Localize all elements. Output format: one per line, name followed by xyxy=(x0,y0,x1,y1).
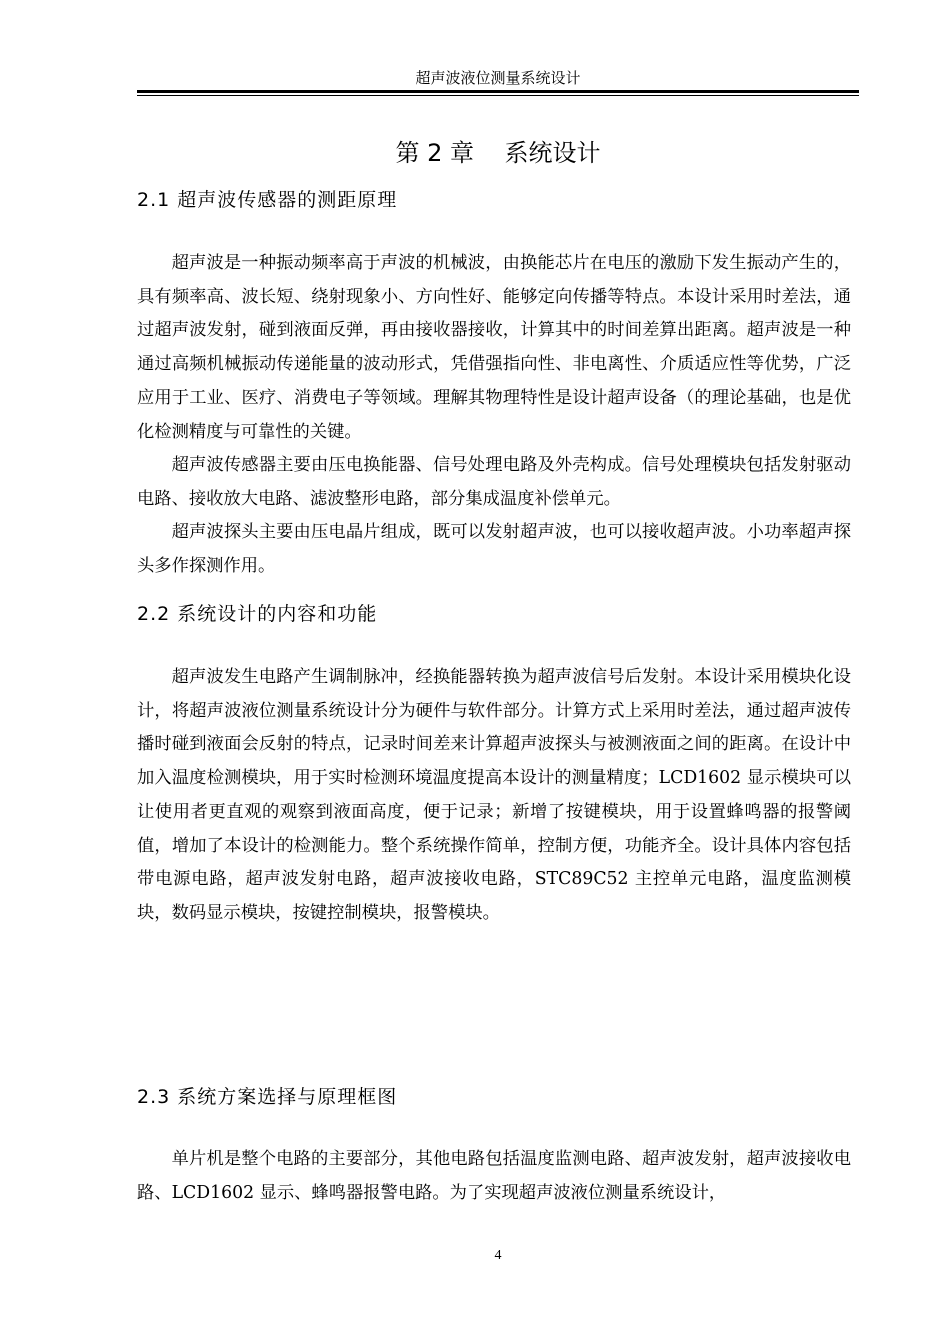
paragraph-2-1-a: 超声波是一种振动频率高于声波的机械波，由换能芯片在电压的激励下发生振动产生的，具有频率高、波长短、绕射现象小、方向性好、能够定向传播等特点。本设计采用时差法，通过超声波发射，碰到液面反弹，再由接收器接收，计算其中的时间差算出距离。超声波是一种通过高频机械振动传递能量的波动形式，凭借强指向性、非电离性、介质适应性等优势，广泛应用于工业、医疗、消费电子等领域。理解其物理特性是设计超声设备（的理论基础，也是优化检测精度与可靠性的关键。 xyxy=(137,253,851,442)
header-rule-thick xyxy=(137,90,859,93)
running-header: 超声波液位测量系统设计 xyxy=(415,69,581,87)
chapter-title: 第 2 章 系统设计 xyxy=(395,139,601,167)
paragraph-2-3: 单片机是整个电路的主要部分，其他电路包括温度监测电路、超声波发射，超声波接收电路、LCD1602 显示、蜂鸣器报警电路。为了实现超声波液位测量系统设计， xyxy=(137,1149,851,1203)
paragraph-2-1-c: 超声波探头主要由压电晶片组成，既可以发射超声波，也可以接收超声波。小功率超声探头多作探测作用。 xyxy=(137,522,851,576)
section-heading-2-1: 2.1 超声波传感器的测距原理 xyxy=(137,189,398,211)
section-heading-2-2: 2.2 系统设计的内容和功能 xyxy=(137,603,378,625)
paragraph-2-1-b: 超声波传感器主要由压电换能器、信号处理电路及外壳构成。信号处理模块包括发射驱动电路、接收放大电路、滤波整形电路，部分集成温度补偿单元。 xyxy=(137,455,851,509)
paragraph-2-2: 超声波发生电路产生调制脉冲，经换能器转换为超声波信号后发射。本设计采用模块化设计，将超声波液位测量系统设计分为硬件与软件部分。计算方式上采用时差法，通过超声波传播时碰到液面会反射的特点，记录时间差来计算超声波探头与被测液面之间的距离。在设计中加入温度检测模块，用于实时检测环境温度提高本设计的测量精度；LCD1602 显示模块可以让使用者更直观的观察到液面高度，便于记录；新增了按键模块，用于设置蜂鸣器的报警阈值，增加了本设计的检测能力。整个系统操作简单，控制方便，功能齐全。设计具体内容包括带电源电路，超声波发射电路，超声波接收电路，STC89C52 主控单元电路，温度监测模块，数码显示模块，按键控制模块，报警模块。 xyxy=(137,667,851,923)
section-heading-2-3: 2.3 系统方案选择与原理框图 xyxy=(137,1086,398,1108)
header-rule-thin xyxy=(137,95,859,96)
page-number: 4 xyxy=(494,1248,502,1263)
